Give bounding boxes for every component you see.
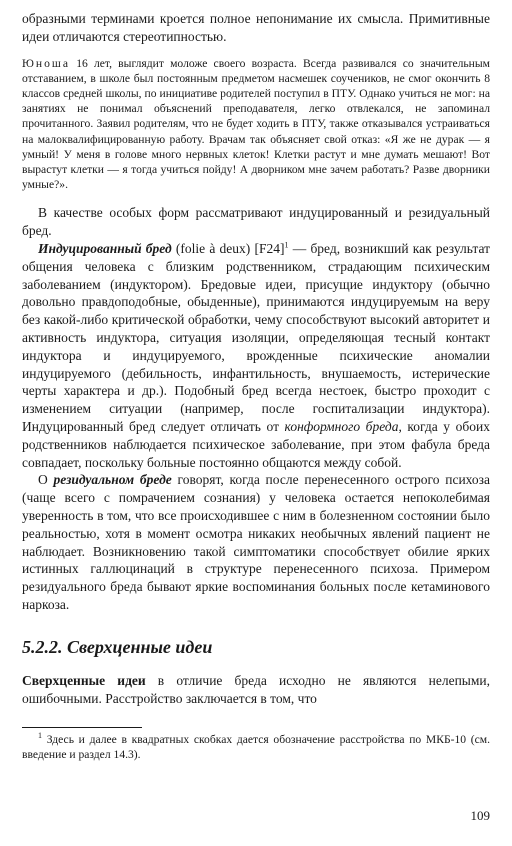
footnote-text: Здесь и далее в квадратных скобках дается обозначение расстройства по МКБ-10 (см. введение и раздел 14.3).: [22, 733, 490, 762]
residual-text: говорят, когда после перенесенного острого психоза (чаще всего с помрачением сознания) у человека остается непоколебимая уверенность в том, что все происходившее с ним в болезненном состоянии было реальностью, хотя в момент осмотра никаких необычных явлений пациент не наблюдает. Возникновению такой симптоматики способствует обилие ярких истинных галлюцинаций в структуре перенесенного психоза. Примером резидуального бреда бывают яркие воспоминания больных после кетаминового наркоза.: [22, 472, 490, 612]
term-residual-delusion: резидуальном бреде: [53, 472, 172, 488]
paragraph-intro: образными терминами кроется полное непонимание их смысла. Примитивные идеи отличаются стереотипностью.: [22, 11, 490, 44]
induced-text-1: (folie à deux) [F24]: [171, 241, 285, 257]
induced-text-3: , когда у обоих родственников наблюдается психическое заболевание, при этом фабула бреда совпадает, поскольку больные постоянно общаются между собой.: [22, 418, 490, 470]
paragraph-induced-delusion: [22, 240, 490, 471]
overvalued-text: в отличие бреда исходно не являются нелепыми, ошибочными. Расстройство заключается в том, что: [22, 672, 491, 706]
paragraph-residual-delusion: [22, 471, 490, 613]
case-text: 16 лет, выглядит моложе своего возраста. Всегда развивался со значительным отставанием, в школе был постоянным предметом насмешек соучеников, не смог окончить 8 классов средней школы, по инициативе родителей поступил в ПТУ. Однако учиться не мог: на занятиях не понимал объяснений преподавателя, легко отвлекался, не запоминал прочитанного. Заявил родителям, что не будет ходить в ПТУ, также отказывался устраиваться на малоквалифицированную работу. Врачам так объясняет свой отказ: «Я же не дурак — я умный! У меня в голове много нервных клеток! Клетки растут и мне думать мешают! Вот вырастут клетки — я тогда учиться пойду! А дворником мне зачем работать? Разве дворники умные?».: [22, 56, 490, 192]
footnote-mark: 1: [38, 731, 42, 741]
page-number: 109: [470, 808, 490, 823]
term-overvalued-ideas: Сверхценные идеи: [22, 672, 146, 688]
paragraph-special-forms: В качестве особых форм рассматривают индуцированный и резидуальный бред.: [22, 205, 490, 239]
footnote: [22, 732, 490, 762]
footnote-divider: [22, 727, 142, 728]
paragraph-overvalued-ideas: [22, 672, 490, 708]
page-content: [22, 10, 490, 762]
footnote-ref: 1: [284, 240, 289, 250]
case-example: [22, 56, 490, 193]
case-patient: Юноша: [22, 56, 70, 70]
section-heading: 5.2.2. Сверхценные идеи: [22, 636, 213, 657]
term-conformal-delusion: конформного бреда: [284, 418, 399, 434]
term-induced-delusion: Индуцированный бред: [38, 241, 172, 257]
residual-lead: О: [38, 472, 54, 488]
induced-text-2: — бред, возникший как результат общения человека с близким родственником, страдающим психическим заболеванием (индуктором). Бредовые идеи, присущие индуктору (обычно довольно правдоподобные, обыденные), принимаются индуцируемым на веру без какой-либо критической обработки, чему способствуют высокий авторитет и активность индуктора, ситуация изоляции, определяющая тесный контакт индуктора и индуцируемого, врожденные психические аномалии индуцируемого (дебильность, инфантильность, внушаемость, истерические черты характера и др.). Подобный бред всегда нестоек, быстро проходит с изменением ситуации (например, после госпитализации индуктора). Индуцированный бред следует отличать от: [22, 241, 490, 434]
